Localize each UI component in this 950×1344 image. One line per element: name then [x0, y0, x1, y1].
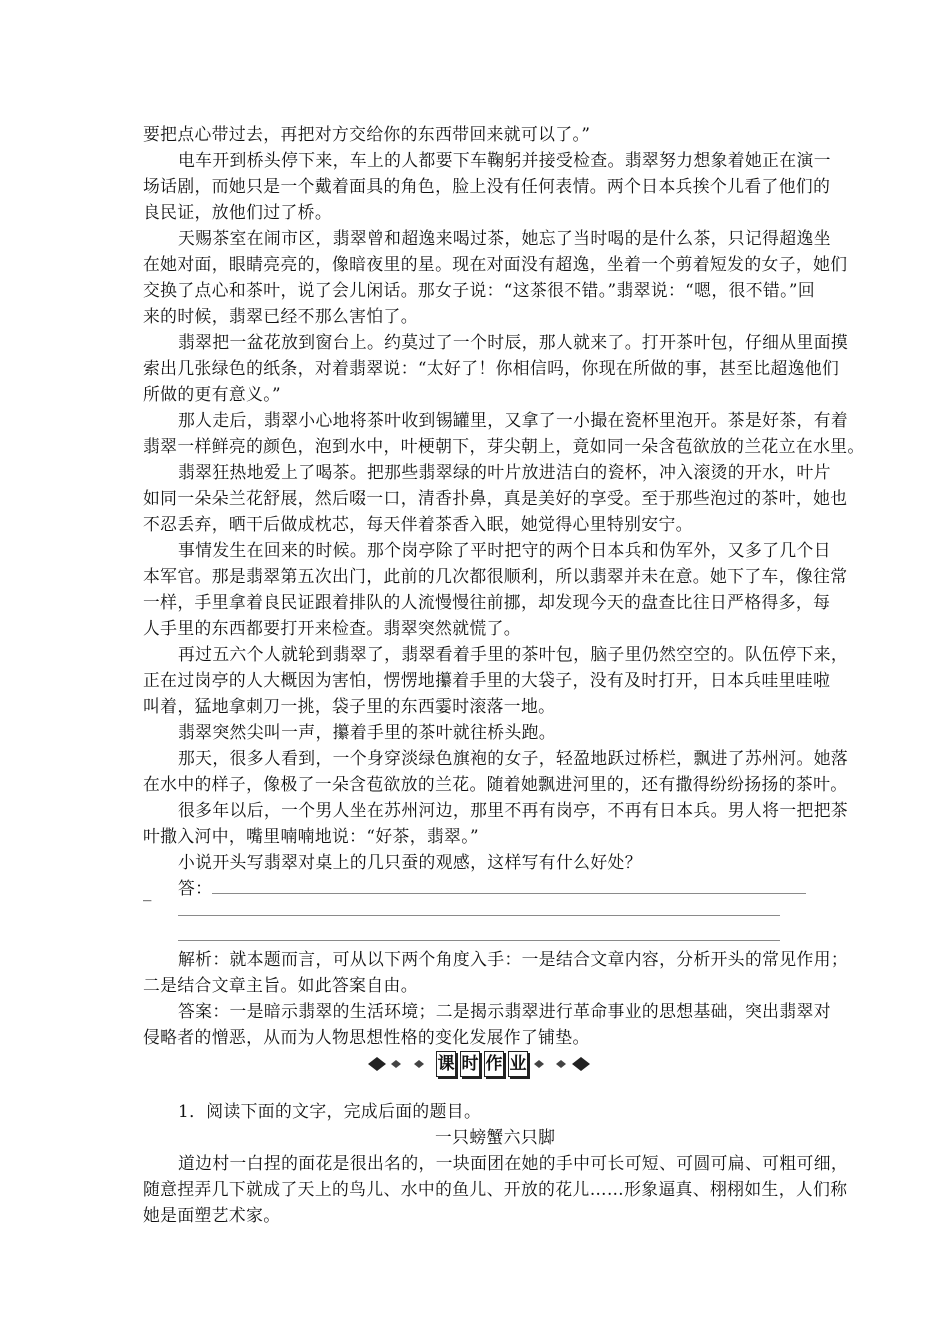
- answer-text: 答案：一是暗示翡翠的生活环境；二是揭示翡翠进行革命事业的思想基础，突出翡翠对: [178, 1001, 831, 1021]
- diamond-small-icon: [534, 1060, 544, 1068]
- text-line: 翡翠突然尖叫一声，攥着手里的茶叶就往桥头跑。: [178, 722, 556, 742]
- answer-underscore: _: [143, 881, 152, 901]
- question-text: 小说开头写翡翠对桌上的几只蚕的观感，这样写有什么好处？: [178, 852, 642, 872]
- text-line: 翡翠狂热地爱上了喝茶。把那些翡翠绿的叶片放进洁白的瓷杯，冲入滚烫的开水，叶片: [178, 462, 831, 482]
- text-line: 良民证，放他们过了桥。: [143, 202, 332, 222]
- section-title-char: 课: [436, 1051, 456, 1077]
- passage-title: 一只螃蟹六只脚: [435, 1127, 556, 1147]
- analysis-text: 解析：就本题而言，可从以下两个角度入手：一是结合文章内容，分析开头的常见作用；: [178, 949, 849, 969]
- text-line: 道边村一白捏的面花是很出名的，一块面团在她的手中可长可短、可圆可扁、可粗可细，: [178, 1153, 849, 1173]
- section-banner: [366, 1049, 596, 1079]
- section-title-char: 作: [484, 1051, 504, 1077]
- answer-blank-line[interactable]: [212, 893, 806, 894]
- text-line: 在她对面，眼睛亮亮的，像暗夜里的星。现在对面没有超逸，坐着一个剪着短发的女子，她们: [143, 254, 848, 274]
- text-line: 翡翠把一盆花放到窗台上。约莫过了一个时辰，那人就来了。打开茶叶包，仔细从里面摸: [178, 332, 849, 352]
- text-line: 如同一朵朵兰花舒展，然后啜一口，清香扑鼻，真是美好的享受。至于那些泡过的茶叶，她也: [143, 488, 848, 508]
- section-title-char: 时: [460, 1051, 480, 1077]
- text-line: 电车开到桥头停下来，车上的人都要下车鞠躬并接受检查。翡翠努力想象着她正在演一: [178, 150, 831, 170]
- text-line: 那人走后，翡翠小心地将茶叶收到锡罐里，又拿了一小撮在瓷杯里泡开。茶是好茶，有着: [178, 410, 849, 430]
- text-line: 一样，手里拿着良民证跟着排队的人流慢慢往前挪，却发现今天的盘查比往日严格得多，每: [143, 592, 831, 612]
- text-line: 在水中的样子，像极了一朵含苞欲放的兰花。随着她飘进河里的，还有撒得纷纷扬扬的茶叶。: [143, 774, 848, 794]
- text-line: 场话剧，而她只是一个戴着面具的角色，脸上没有任何表情。两个日本兵挨个儿看了他们的: [143, 176, 831, 196]
- text-line: 叫着，猛地拿刺刀一挑，袋子里的东西霎时滚落一地。: [143, 696, 556, 716]
- answer-blank-line[interactable]: [178, 940, 780, 941]
- answer-text: 侵略者的憎恶，从而为人物思想性格的变化发展作了铺垫。: [143, 1027, 590, 1047]
- text-line: 她是面塑艺术家。: [143, 1205, 281, 1225]
- text-line: 本军官。那是翡翠第五次出门，此前的几次都很顺利，所以翡翠并未在意。她下了车，像往常: [143, 566, 848, 586]
- text-line: 索出几张绿色的纸条，对着翡翠说：“太好了！你相信吗，你现在所做的事，甚至比超逸他们: [143, 358, 840, 378]
- answer-blank-line[interactable]: [178, 915, 780, 916]
- text-line: 再过五六个人就轮到翡翠了，翡翠看着手里的茶叶包，脑子里仍然空空的。队伍停下来，: [178, 644, 849, 664]
- text-line: 翡翠一样鲜亮的颜色，泡到水中，叶梗朝下，芽尖朝上，竟如同一朵含苞欲放的兰花立在水里。: [143, 436, 865, 456]
- text-line: 那天，很多人看到，一个身穿淡绿色旗袍的女子，轻盈地跃过桥栏，飘进了苏州河。她落: [178, 748, 849, 768]
- text-line: 交换了点心和茶叶，说了会儿闲话。那女子说：“这茶很不错。”翡翠说：“嗯，很不错。”回: [143, 280, 816, 300]
- text-line: 正在过岗亭的人大概因为害怕，愣愣地攥着手里的大袋子，没有及时打开，日本兵哇里哇啦: [143, 670, 831, 690]
- text-line: 来的时候，翡翠已经不那么害怕了。: [143, 306, 418, 326]
- diamond-large-icon: [572, 1057, 590, 1071]
- text-line: 叶撒入河中，嘴里喃喃地说：“好茶，翡翠。”: [143, 826, 480, 846]
- exercise-instruction: 1．阅读下面的文字，完成后面的题目。: [178, 1101, 482, 1121]
- text-line: 要把点心带过去，再把对方交给你的东西带回来就可以了。”: [143, 124, 591, 144]
- text-line: 天赐茶室在闹市区，翡翠曾和超逸来喝过茶，她忘了当时喝的是什么茶，只记得超逸坐: [178, 228, 831, 248]
- diamond-small-icon: [414, 1060, 424, 1068]
- text-line: 不忍丢弃，晒干后做成枕芯，每天伴着茶香入眠，她觉得心里特别安宁。: [143, 514, 693, 534]
- answer-label: 答：: [178, 878, 213, 898]
- text-line: 很多年以后，一个男人坐在苏州河边，那里不再有岗亭，不再有日本兵。男人将一把把茶: [178, 800, 849, 820]
- section-title: [436, 1051, 528, 1077]
- analysis-text: 二是结合文章主旨。如此答案自由。: [143, 975, 418, 995]
- text-line: 人手里的东西都要打开来检查。翡翠突然就慌了。: [143, 618, 521, 638]
- text-line: 所做的更有意义。”: [143, 384, 282, 404]
- diamond-small-icon: [556, 1060, 566, 1068]
- text-line: 随意捏弄几下就成了天上的鸟儿、水中的鱼儿、开放的花儿……形象逼真、栩栩如生，人们称: [143, 1179, 848, 1199]
- section-title-char: 业: [508, 1051, 528, 1077]
- text-line: 事情发生在回来的时候。那个岗亭除了平时把守的两个日本兵和伪军外，又多了几个日: [178, 540, 831, 560]
